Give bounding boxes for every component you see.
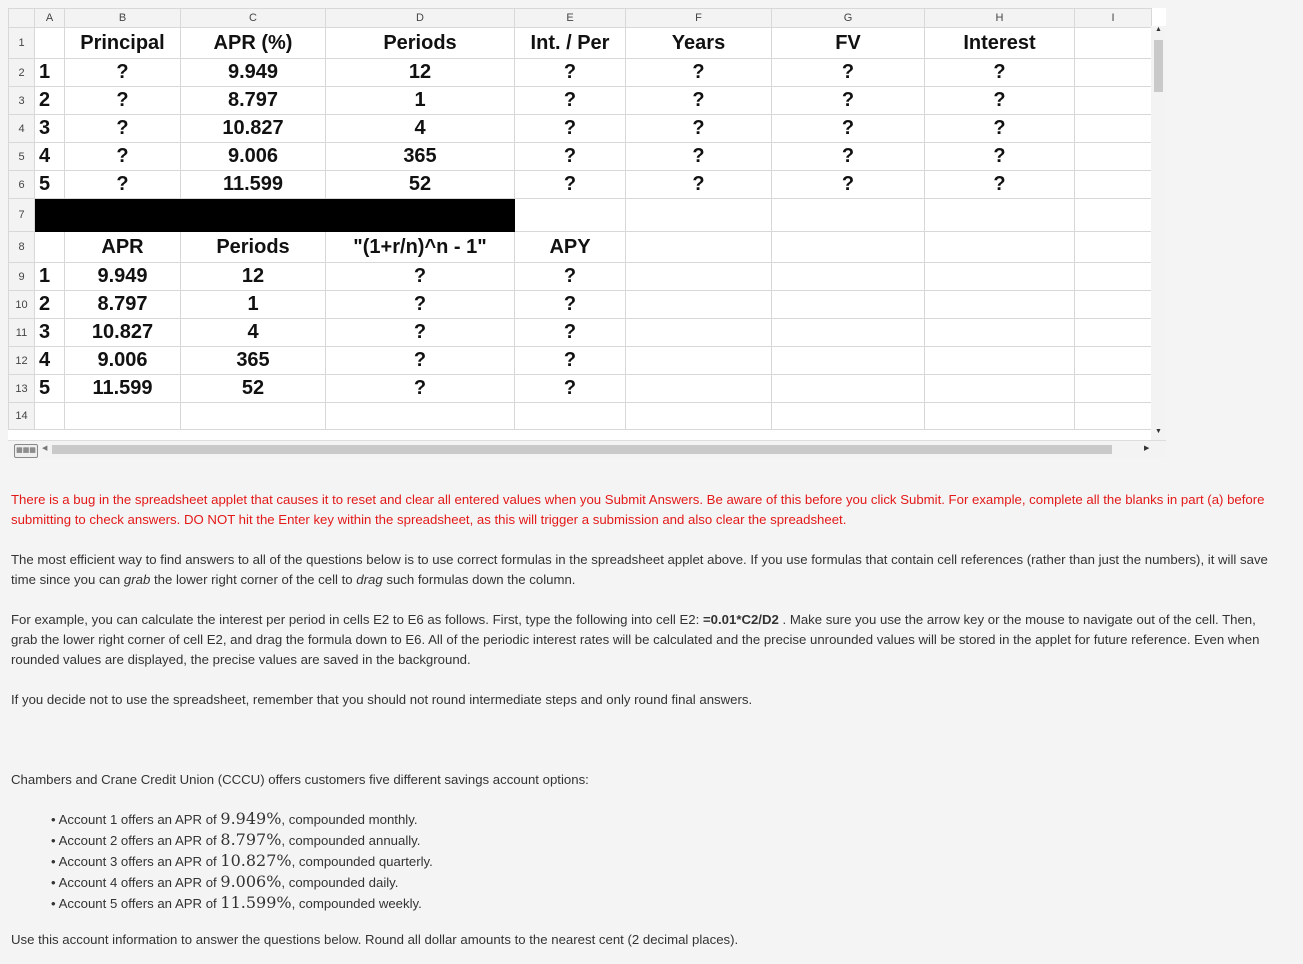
cell[interactable] bbox=[626, 263, 772, 291]
row-header[interactable]: 10 bbox=[9, 291, 35, 319]
account-text: , compounded quarterly. bbox=[291, 854, 433, 869]
cell-periods[interactable]: 1 bbox=[326, 87, 515, 115]
row-1 bbox=[9, 28, 1152, 59]
list-item bbox=[51, 851, 433, 872]
header-fv[interactable]: FV bbox=[772, 28, 925, 59]
account-text: , compounded daily. bbox=[281, 875, 399, 890]
cell[interactable] bbox=[772, 319, 925, 347]
col-header-a[interactable]: A bbox=[35, 9, 65, 28]
cell-periods[interactable]: 12 bbox=[326, 59, 515, 87]
row-header[interactable]: 3 bbox=[9, 87, 35, 115]
corner-cell[interactable] bbox=[9, 9, 35, 28]
column-header-row bbox=[9, 9, 1152, 28]
col-header-d[interactable]: D bbox=[326, 9, 515, 28]
cell[interactable] bbox=[925, 375, 1075, 403]
cell[interactable] bbox=[1075, 199, 1152, 232]
apr-value: 9.949% bbox=[220, 809, 282, 828]
account-number[interactable]: 2 bbox=[35, 87, 65, 115]
cell-principal[interactable]: ? bbox=[65, 59, 181, 87]
account-list bbox=[51, 809, 433, 914]
cell[interactable] bbox=[925, 232, 1075, 263]
row-5 bbox=[9, 143, 1152, 171]
horizontal-scrollbar[interactable] bbox=[8, 440, 1166, 458]
example-paragraph bbox=[11, 610, 1281, 670]
cell-apy[interactable]: ? bbox=[515, 347, 626, 375]
cell-years[interactable]: ? bbox=[626, 171, 772, 199]
row-10 bbox=[9, 291, 1152, 319]
spreadsheet-grid bbox=[8, 8, 1152, 430]
cell[interactable] bbox=[515, 403, 626, 430]
account-number[interactable]: 4 bbox=[35, 347, 65, 375]
row-header[interactable]: 5 bbox=[9, 143, 35, 171]
row-header[interactable]: 2 bbox=[9, 59, 35, 87]
cell[interactable] bbox=[1075, 28, 1152, 59]
cell-periods[interactable]: 365 bbox=[326, 143, 515, 171]
header-periods-2[interactable]: Periods bbox=[181, 232, 326, 263]
cell-periods[interactable]: 52 bbox=[181, 375, 326, 403]
cell[interactable] bbox=[1075, 171, 1152, 199]
account-text: , compounded weekly. bbox=[291, 896, 422, 911]
col-header-i[interactable]: I bbox=[1075, 9, 1152, 28]
rounding-note: If you decide not to use the spreadsheet, remember that you should not round intermediate steps and only round final answers. bbox=[11, 692, 753, 707]
account-text: Account 3 offers an APR of bbox=[58, 854, 221, 869]
cell-apr[interactable]: 8.797 bbox=[65, 291, 181, 319]
cell-int-per[interactable]: ? bbox=[515, 143, 626, 171]
paragraph-text: such formulas down the column. bbox=[382, 572, 576, 587]
cell-periods[interactable]: 4 bbox=[181, 319, 326, 347]
header-interest[interactable]: Interest bbox=[925, 28, 1075, 59]
cell[interactable] bbox=[772, 403, 925, 430]
horizontal-scroll-thumb[interactable] bbox=[52, 445, 1112, 454]
row-12 bbox=[9, 347, 1152, 375]
cell[interactable] bbox=[1075, 115, 1152, 143]
cell[interactable] bbox=[35, 28, 65, 59]
vertical-scroll-thumb[interactable] bbox=[1154, 40, 1163, 92]
drag-word: drag bbox=[356, 572, 383, 587]
row-14 bbox=[9, 403, 1152, 430]
black-band-cell[interactable] bbox=[65, 199, 181, 232]
apr-value: 10.827% bbox=[220, 851, 292, 870]
cell[interactable] bbox=[1075, 87, 1152, 115]
header-apr-2[interactable]: APR bbox=[65, 232, 181, 263]
account-number[interactable]: 4 bbox=[35, 143, 65, 171]
account-number[interactable]: 5 bbox=[35, 171, 65, 199]
cell[interactable] bbox=[772, 232, 925, 263]
cell-years[interactable]: ? bbox=[626, 59, 772, 87]
cell[interactable] bbox=[925, 347, 1075, 375]
col-header-g[interactable]: G bbox=[772, 9, 925, 28]
cell-interest[interactable]: ? bbox=[925, 171, 1075, 199]
cell[interactable] bbox=[772, 199, 925, 232]
cell[interactable] bbox=[772, 375, 925, 403]
cell-apr[interactable]: 10.827 bbox=[65, 319, 181, 347]
cell-years[interactable]: ? bbox=[626, 143, 772, 171]
cell[interactable] bbox=[626, 232, 772, 263]
vertical-scrollbar[interactable] bbox=[1151, 26, 1166, 440]
list-item bbox=[51, 893, 433, 914]
cell[interactable] bbox=[925, 199, 1075, 232]
cell[interactable] bbox=[626, 347, 772, 375]
cell-fv[interactable]: ? bbox=[772, 87, 925, 115]
list-item bbox=[51, 830, 433, 851]
cell[interactable] bbox=[626, 403, 772, 430]
cell[interactable] bbox=[925, 291, 1075, 319]
col-header-b[interactable]: B bbox=[65, 9, 181, 28]
account-number[interactable]: 3 bbox=[35, 115, 65, 143]
header-int-per[interactable]: Int. / Per bbox=[515, 28, 626, 59]
cell-periods[interactable]: 4 bbox=[326, 115, 515, 143]
account-text: , compounded monthly. bbox=[281, 812, 418, 827]
cell-formula[interactable]: ? bbox=[326, 263, 515, 291]
cell[interactable] bbox=[626, 199, 772, 232]
list-item bbox=[51, 872, 433, 893]
cell-apr[interactable]: 9.949 bbox=[181, 59, 326, 87]
black-band-cell[interactable] bbox=[326, 199, 515, 232]
cell-apy[interactable]: ? bbox=[515, 291, 626, 319]
row-header[interactable]: 9 bbox=[9, 263, 35, 291]
cell-apy[interactable]: ? bbox=[515, 375, 626, 403]
cell-int-per[interactable]: ? bbox=[515, 59, 626, 87]
cell[interactable] bbox=[1075, 59, 1152, 87]
closing-instruction: Use this account information to answer the questions below. Round all dollar amounts to the nearest cent (2 decimal places). bbox=[11, 932, 739, 947]
row-header[interactable]: 6 bbox=[9, 171, 35, 199]
apr-value: 9.006% bbox=[220, 872, 282, 891]
cell[interactable] bbox=[1075, 319, 1152, 347]
cell-years[interactable]: ? bbox=[626, 115, 772, 143]
cell-apy[interactable]: ? bbox=[515, 263, 626, 291]
cell-apr[interactable]: 11.599 bbox=[65, 375, 181, 403]
account-text: Account 1 offers an APR of bbox=[58, 812, 221, 827]
cell-apy[interactable]: ? bbox=[515, 319, 626, 347]
scroll-up-arrow-icon[interactable]: ▲ bbox=[1155, 26, 1162, 33]
cell-fv[interactable]: ? bbox=[772, 143, 925, 171]
row-13 bbox=[9, 375, 1152, 403]
cell[interactable] bbox=[65, 403, 181, 430]
cell-periods[interactable]: 52 bbox=[326, 171, 515, 199]
row-2 bbox=[9, 59, 1152, 87]
cell-formula[interactable]: ? bbox=[326, 319, 515, 347]
row-6 bbox=[9, 171, 1152, 199]
col-header-e[interactable]: E bbox=[515, 9, 626, 28]
cell-fv[interactable]: ? bbox=[772, 59, 925, 87]
cell-principal[interactable]: ? bbox=[65, 143, 181, 171]
cell-int-per[interactable]: ? bbox=[515, 115, 626, 143]
cell[interactable] bbox=[772, 347, 925, 375]
paragraph-text: . Make sure you use the arrow key or the mouse to navigate out of the cell. Then, grab the lower right corner of cell E2, and drag the formula down to E6. All of the periodic interest rates will be calculated and the precise unrounded values will be stored in the applet for future reference. Even when rounded values are displayed, the precise values are saved in the background. bbox=[11, 612, 1260, 667]
cell[interactable] bbox=[1075, 143, 1152, 171]
cell[interactable] bbox=[772, 291, 925, 319]
account-number[interactable]: 3 bbox=[35, 319, 65, 347]
row-4 bbox=[9, 115, 1152, 143]
col-header-f[interactable]: F bbox=[626, 9, 772, 28]
cell-interest[interactable]: ? bbox=[925, 115, 1075, 143]
cell[interactable] bbox=[626, 319, 772, 347]
cell-interest[interactable]: ? bbox=[925, 143, 1075, 171]
account-number[interactable]: 5 bbox=[35, 375, 65, 403]
cell[interactable] bbox=[1075, 232, 1152, 263]
scroll-down-arrow-icon[interactable]: ▼ bbox=[1155, 428, 1162, 435]
cell[interactable] bbox=[1075, 375, 1152, 403]
row-7 bbox=[9, 199, 1152, 232]
cell-formula[interactable]: ? bbox=[326, 375, 515, 403]
row-header[interactable]: 7 bbox=[9, 199, 35, 232]
header-apy[interactable]: APY bbox=[515, 232, 626, 263]
row-11 bbox=[9, 319, 1152, 347]
scroll-right-arrow-icon[interactable]: ▶ bbox=[1144, 445, 1150, 452]
cell-years[interactable]: ? bbox=[626, 87, 772, 115]
cell-principal[interactable]: ? bbox=[65, 115, 181, 143]
account-text: Account 2 offers an APR of bbox=[58, 833, 221, 848]
account-text: Account 5 offers an APR of bbox=[58, 896, 221, 911]
cell-periods[interactable]: 12 bbox=[181, 263, 326, 291]
account-text: Account 4 offers an APR of bbox=[58, 875, 221, 890]
col-header-c[interactable]: C bbox=[181, 9, 326, 28]
row-header[interactable]: 1 bbox=[9, 28, 35, 59]
cell-interest[interactable]: ? bbox=[925, 59, 1075, 87]
cell-periods[interactable]: 1 bbox=[181, 291, 326, 319]
formula-example: =0.01*C2/D2 bbox=[702, 612, 779, 627]
cell-interest[interactable]: ? bbox=[925, 87, 1075, 115]
cell-principal[interactable]: ? bbox=[65, 171, 181, 199]
row-header[interactable]: 13 bbox=[9, 375, 35, 403]
cell[interactable] bbox=[181, 403, 326, 430]
list-item bbox=[51, 809, 433, 830]
cell[interactable] bbox=[35, 232, 65, 263]
header-formula[interactable]: "(1+r/n)^n - 1" bbox=[326, 232, 515, 263]
paragraph-text: the lower right corner of the cell to bbox=[150, 572, 357, 587]
apr-value: 11.599% bbox=[220, 893, 292, 912]
row-header[interactable]: 8 bbox=[9, 232, 35, 263]
cell[interactable] bbox=[1075, 403, 1152, 430]
cell-fv[interactable]: ? bbox=[772, 115, 925, 143]
cell[interactable] bbox=[1075, 263, 1152, 291]
cell-apr[interactable]: 9.006 bbox=[181, 143, 326, 171]
apr-value: 8.797% bbox=[220, 830, 282, 849]
header-years[interactable]: Years bbox=[626, 28, 772, 59]
bug-warning: There is a bug in the spreadsheet applet that causes it to reset and clear all entered values when you Submit Answers. Be aware of this before you click Submit. For example, complete all the blanks in part (a) before submitting to check answers. DO NOT hit the Enter key within the spreadsheet, as this will trigger a submission and also clear the spreadsheet. bbox=[11, 492, 1265, 527]
cell[interactable] bbox=[35, 403, 65, 430]
grab-word: grab bbox=[123, 572, 151, 587]
cell-fv[interactable]: ? bbox=[772, 171, 925, 199]
black-band-cell[interactable] bbox=[35, 199, 65, 232]
account-text: , compounded annually. bbox=[281, 833, 421, 848]
row-9 bbox=[9, 263, 1152, 291]
cell-apr[interactable]: 8.797 bbox=[181, 87, 326, 115]
account-number[interactable]: 1 bbox=[35, 59, 65, 87]
col-header-h[interactable]: H bbox=[925, 9, 1075, 28]
cell-principal[interactable]: ? bbox=[65, 87, 181, 115]
cell[interactable] bbox=[925, 263, 1075, 291]
cell-apr[interactable]: 9.949 bbox=[65, 263, 181, 291]
cell-apr[interactable]: 9.006 bbox=[65, 347, 181, 375]
cell[interactable] bbox=[626, 291, 772, 319]
row-3 bbox=[9, 87, 1152, 115]
cell[interactable] bbox=[1075, 291, 1152, 319]
header-apr[interactable]: APR (%) bbox=[181, 28, 326, 59]
row-header[interactable]: 11 bbox=[9, 319, 35, 347]
paragraph-text: The most efficient way to find answers to all of the questions below is to use correct formulas in the spreadsheet applet above. If you use formulas that contain cell references (rather than just the numbers), it will save time since you can bbox=[11, 552, 1268, 587]
black-band-cell[interactable] bbox=[181, 199, 326, 232]
cell[interactable] bbox=[515, 199, 626, 232]
row-header[interactable]: 12 bbox=[9, 347, 35, 375]
paragraph-text: For example, you can calculate the interest per period in cells E2 to E6 as follows. First, type the following into cell E2: bbox=[11, 612, 703, 627]
cell-formula[interactable]: ? bbox=[326, 291, 515, 319]
cell[interactable] bbox=[326, 403, 515, 430]
cell[interactable] bbox=[1075, 347, 1152, 375]
keyboard-icon[interactable]: ▦▦▦ bbox=[14, 444, 38, 458]
account-number[interactable]: 2 bbox=[35, 291, 65, 319]
row-header[interactable]: 14 bbox=[9, 403, 35, 430]
cell-periods[interactable]: 365 bbox=[181, 347, 326, 375]
cell-formula[interactable]: ? bbox=[326, 347, 515, 375]
cell-apr[interactable]: 11.599 bbox=[181, 171, 326, 199]
cell[interactable] bbox=[925, 403, 1075, 430]
cell[interactable] bbox=[772, 263, 925, 291]
row-8 bbox=[9, 232, 1152, 263]
account-number[interactable]: 1 bbox=[35, 263, 65, 291]
scroll-left-arrow-icon[interactable]: ◀ bbox=[42, 445, 48, 452]
cell-int-per[interactable]: ? bbox=[515, 87, 626, 115]
cell[interactable] bbox=[626, 375, 772, 403]
header-principal[interactable]: Principal bbox=[65, 28, 181, 59]
cell-apr[interactable]: 10.827 bbox=[181, 115, 326, 143]
intro-paragraph: Chambers and Crane Credit Union (CCCU) offers customers five different savings account options: bbox=[11, 772, 589, 787]
efficiency-paragraph bbox=[11, 550, 1293, 590]
row-header[interactable]: 4 bbox=[9, 115, 35, 143]
header-periods[interactable]: Periods bbox=[326, 28, 515, 59]
spreadsheet-applet bbox=[8, 8, 1166, 457]
cell[interactable] bbox=[925, 319, 1075, 347]
cell-int-per[interactable]: ? bbox=[515, 171, 626, 199]
